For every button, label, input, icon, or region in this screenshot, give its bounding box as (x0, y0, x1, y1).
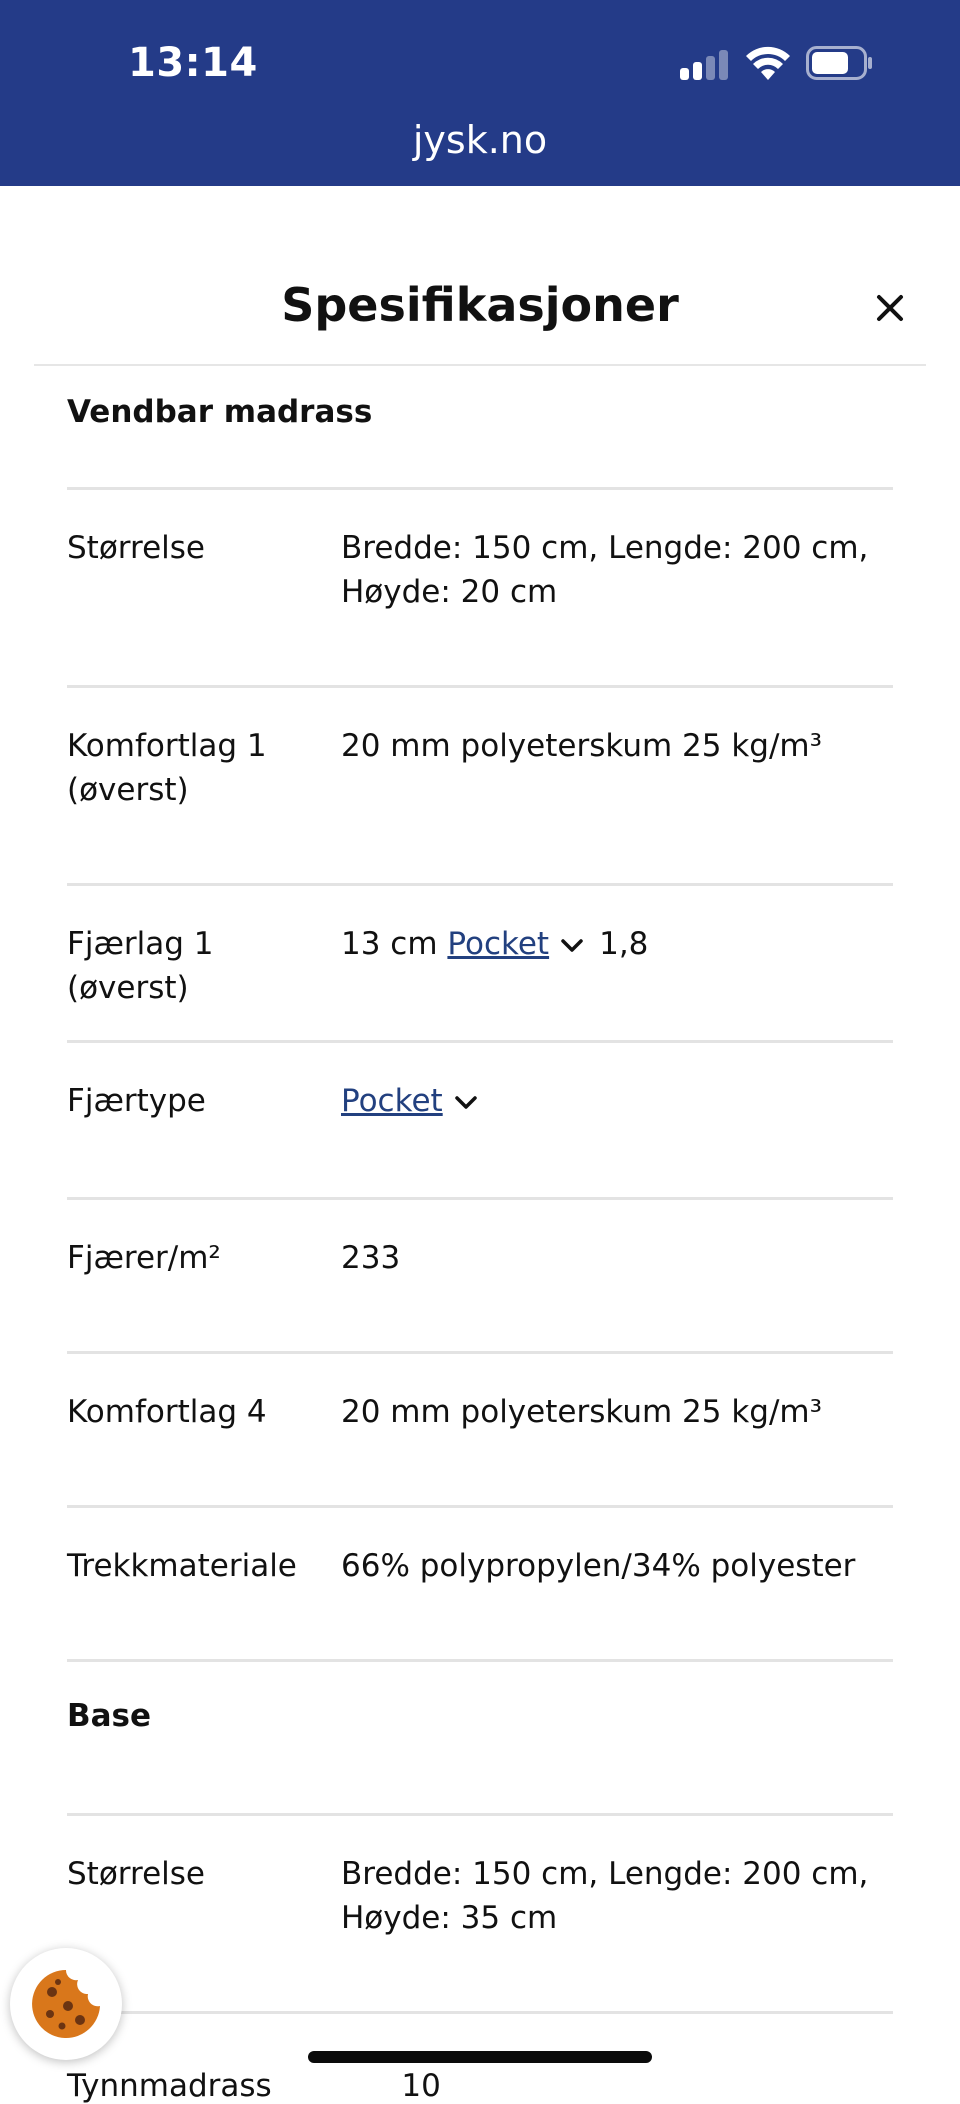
chevron-down-icon[interactable] (453, 1093, 479, 1113)
home-indicator[interactable] (308, 2051, 652, 2063)
spec-row-comfort-layer-4 (67, 1354, 893, 1508)
section-title: Vendbar madrass (67, 394, 373, 430)
spec-value-line: Høyde: 35 cm (341, 1900, 558, 1936)
section-heading-base (67, 1662, 893, 1816)
address-bar-url[interactable]: jysk.no (412, 118, 548, 162)
sheet-title: Spesifikasjoner (281, 278, 679, 332)
battery-icon (806, 46, 874, 80)
status-time: 13:14 (128, 40, 258, 86)
spec-row-spring-type (67, 1043, 893, 1200)
section-title: Base (67, 1698, 152, 1734)
spec-label (67, 724, 341, 812)
spec-row-size (67, 490, 893, 688)
spec-row-cover-material (67, 1508, 893, 1662)
spec-row-comfort-layer-1 (67, 688, 893, 886)
spec-label: Tynnmadrass (67, 2068, 272, 2104)
spec-value (341, 1079, 893, 1123)
spec-value-suffix: 1,8 (599, 926, 649, 962)
close-icon[interactable] (870, 288, 910, 328)
spec-value (341, 1852, 893, 1940)
wifi-icon (745, 46, 791, 82)
spec-label-line: (øverst) (67, 772, 189, 808)
cookie-settings-button[interactable] (10, 1948, 122, 2060)
spec-value (341, 526, 893, 614)
spec-row-spring-layer-1 (67, 886, 893, 1043)
chevron-down-icon[interactable] (559, 936, 585, 956)
spec-label: Fjærlag 1 (øverst) (67, 926, 214, 1006)
spec-value: 10 (401, 2068, 441, 2104)
spec-value: 66% polypropylen/34% polyester (341, 1548, 856, 1584)
spec-value-line: Bredde: 150 cm, Lengde: 200 cm, (341, 1856, 869, 1892)
spec-value: 233 (341, 1240, 401, 1276)
spec-label: Fjærtype (67, 1083, 206, 1119)
spec-label: Størrelse (67, 530, 205, 566)
spec-label: Fjærer/m² (67, 1240, 221, 1276)
spec-value: 20 mm polyeterskum 25 kg/m³ (341, 728, 823, 764)
pocket-link[interactable]: Pocket (447, 926, 550, 962)
spec-value-line: Høyde: 20 cm (341, 574, 558, 610)
spec-value: 20 mm polyeterskum 25 kg/m³ (341, 1394, 823, 1430)
section-heading-mattress (67, 366, 893, 490)
pocket-link[interactable]: Pocket (341, 1083, 443, 1119)
partially-visible-row (67, 2068, 441, 2104)
spec-value-prefix: 13 cm (341, 926, 438, 962)
spec-row-base-size (67, 1816, 893, 2014)
spec-label: Komfortlag 4 (67, 1394, 267, 1430)
spec-label: Trekkmateriale (67, 1548, 297, 1584)
spec-value-line: Bredde: 150 cm, Lengde: 200 cm, (341, 530, 869, 566)
spec-label: Størrelse (67, 1856, 205, 1892)
specifications-list (0, 366, 960, 2014)
browser-status-bar (0, 0, 960, 186)
cookie-icon (28, 1966, 104, 2042)
spec-value (341, 922, 893, 966)
cellular-signal-icon (680, 48, 732, 80)
spec-row-springs-per-m2 (67, 1200, 893, 1354)
spec-label-line: Komfortlag 1 (67, 728, 267, 764)
